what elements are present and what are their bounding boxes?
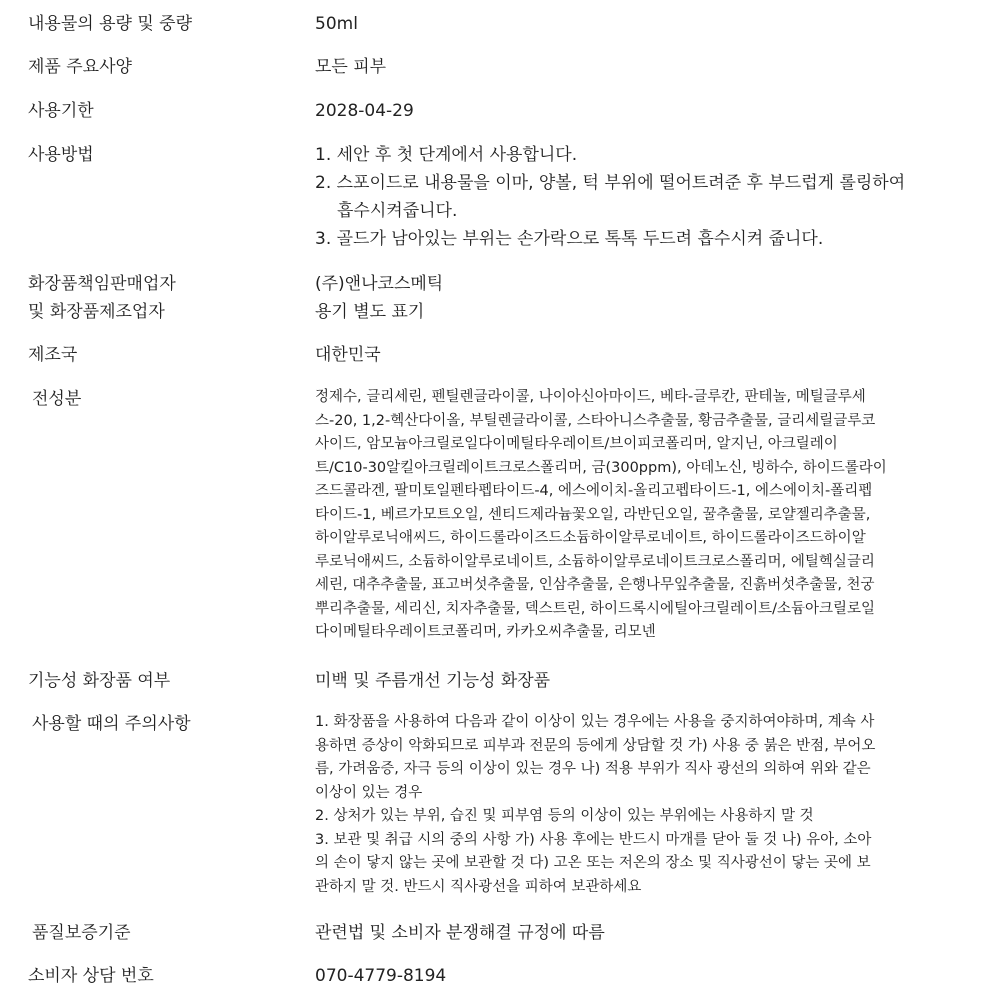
label-line: 화장품책임판매업자 <box>28 274 176 294</box>
caution-line: 름, 가려움증, 자극 등의 이상이 있는 경우 나) 적용 부위가 직사 광선의 의하여 위와 같은 <box>315 761 871 777</box>
row-label: 사용방법 <box>28 145 94 165</box>
row-label: 제조국 <box>28 345 78 365</box>
caution-lines <box>315 711 980 899</box>
usage-line: 흡수시켜줍니다. <box>337 201 458 221</box>
row-value: 관련법 및 소비자 분쟁해결 규정에 따름 <box>315 923 605 943</box>
row-label: 사용기한 <box>28 101 94 121</box>
ingredient-line: 세린, 대추추출물, 표고버섯추출물, 인삼추출물, 은행나무잎추출물, 진흙버섯추출물, 천궁 <box>315 577 875 593</box>
usage-lines <box>315 141 980 253</box>
caution-line: 1. 화장품을 사용하여 다음과 같이 이상이 있는 경우에는 사용을 중지하여야하며, 계속 사 <box>315 714 875 730</box>
row-label: 사용할 때의 주의사항 <box>32 714 191 734</box>
row-value: 모든 피부 <box>315 57 387 77</box>
caution-line: 2. 상처가 있는 부위, 습진 및 피부염 등의 이상이 있는 부위에는 사용하지 말 것 <box>315 808 814 824</box>
row-value: 대한민국 <box>315 345 381 365</box>
caution-line: 관하지 말 것. 반드시 직사광선을 피하여 보관하세요 <box>315 878 642 895</box>
contact-phone: 070-4779-8194 <box>315 966 447 986</box>
ingredient-line: 트/C10-30알킬아크릴레이트크로스폴리머, 금(300ppm), 아데노신, 빙하수, 하이드롤라이 <box>315 459 887 476</box>
ingredient-line: 즈드콜라겐, 팔미토일펜타펩타이드-4, 에스에이치-올리고펩타이드-1, 에스에이치-폴리펩 <box>315 483 873 499</box>
usage-line: 1. 세안 후 첫 단계에서 사용합니다. <box>315 145 578 165</box>
usage-line: 2. 스포이드로 내용물을 이마, 양볼, 턱 부위에 떨어트려준 후 부드럽게 롤링하여 <box>315 173 906 193</box>
caution-line: 3. 보관 및 취급 시의 중의 사항 가) 사용 후에는 반드시 마개를 닫아 둘 것 나) 유아, 소아 <box>315 831 872 848</box>
ingredient-line: 다이메틸타우레이트코폴리머, 카카오씨추출물, 리모넨 <box>315 624 656 640</box>
ingredient-lines <box>315 386 980 645</box>
row-value: 2028-04-29 <box>315 101 414 121</box>
row-label <box>28 270 298 326</box>
manufacturer-lines <box>315 270 980 326</box>
label-line: 및 화장품제조업자 <box>28 302 165 322</box>
ingredient-line: 스-20, 1,2-헥산다이올, 부틸렌글라이콜, 스타아니스추출물, 황금추출물, 글리세릴글루코 <box>315 412 876 429</box>
usage-line: 3. 골드가 남아있는 부위는 손가락으로 톡톡 두드려 흡수시켜 줍니다. <box>315 229 824 249</box>
ingredient-line: 하이알루로닉애씨드, 하이드롤라이즈드소듐하이알루로네이트, 하이드롤라이즈드하이알 <box>315 530 866 546</box>
ingredient-line: 사이드, 암모늄아크릴로일다이메틸타우레이트/브이피코폴리머, 알지닌, 아크릴레이 <box>315 436 838 452</box>
row-label: 소비자 상담 번호 <box>28 966 154 986</box>
ingredient-line: 뿌리추출물, 세리신, 치자추출물, 덱스트린, 하이드록시에틸아크릴레이트/소듐아크릴로일 <box>315 600 876 617</box>
row-label: 전성분 <box>32 389 82 409</box>
row-label: 기능성 화장품 여부 <box>28 671 171 691</box>
ingredient-line: 타이드-1, 베르가모트오일, 센티드제라늄꽃오일, 라반딘오일, 꿀추출물, 로얄젤리추출물, <box>315 506 871 523</box>
ingredient-line: 루로닉애씨드, 소듐하이알루로네이트, 소듐하이알루로네이트크로스폴리머, 에틸헥실글리 <box>315 553 875 570</box>
row-label: 내용물의 용량 및 중량 <box>28 14 193 34</box>
row-label: 제품 주요사양 <box>28 57 132 77</box>
row-value: 50ml <box>315 14 358 34</box>
caution-line: 이상이 있는 경우 <box>315 784 423 801</box>
manufacturer-line: (주)앤나코스메틱 <box>315 274 444 294</box>
row-value: 미백 및 주름개선 기능성 화장품 <box>315 671 551 691</box>
row-label: 품질보증기준 <box>32 923 131 943</box>
caution-line: 의 손이 닿지 않는 곳에 보관할 것 다) 고온 또는 저온의 장소 및 직사광선이 닿는 곳에 보 <box>315 855 871 871</box>
manufacturer-line: 용기 별도 표기 <box>315 302 425 322</box>
caution-line: 용하면 증상이 악화되므로 피부과 전문의 등에게 상담할 것 가) 사용 중 붉은 반점, 부어오 <box>315 737 876 754</box>
ingredient-line: 정제수, 글리세린, 펜틸렌글라이콜, 나이아신아마이드, 베타-글루칸, 판테놀, 메틸글루세 <box>315 389 866 405</box>
